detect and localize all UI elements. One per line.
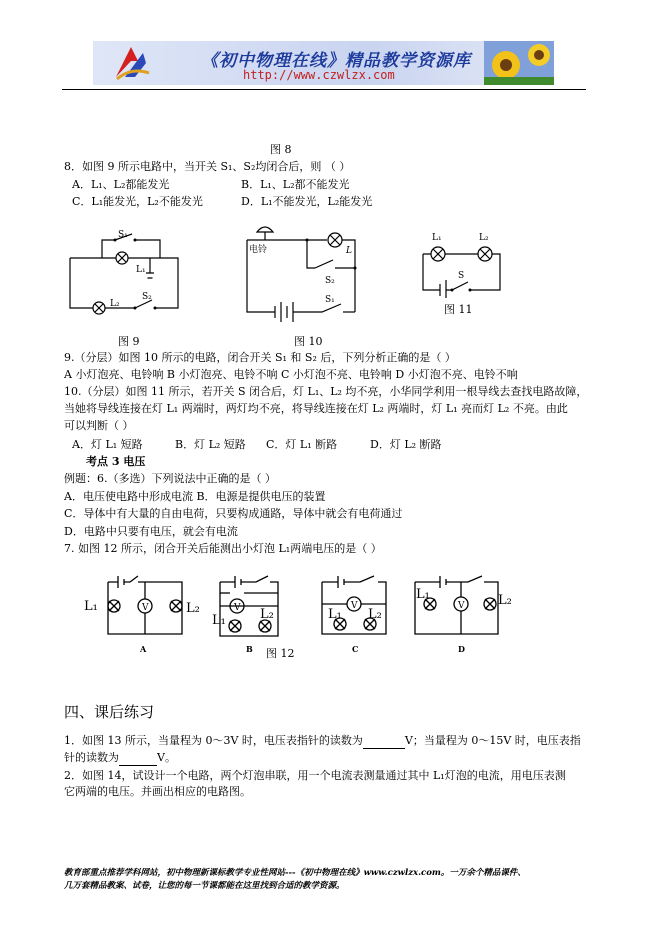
figure-11-circuit — [420, 226, 505, 298]
practice-1-line1 — [64, 734, 581, 749]
practice-2-line1: 2．如图 14，试设计一个电路，两个灯泡串联，用一个电流表测量通过其中 L₁灯泡的电流，用电压表测 — [64, 769, 566, 782]
fig11-s-label: S — [458, 271, 465, 281]
practice-1-text-b: V；当量程为 0～15V 时，电压表指 — [404, 734, 581, 747]
question-10-line2: 当她将导线连接在灯 L₁ 两端时，两灯均不亮，将导线连接在灯 L₂ 两端时，灯 L₁ 亮而灯 L₂ 不亮。由此 — [64, 402, 568, 415]
ex6-option-c: C．导体中有大量的自由电荷，只要构成通路，导体中就会有电荷通过 — [64, 507, 403, 520]
fig11-l1-label: L₁ — [432, 233, 442, 243]
ex6-options-ab: A．电压使电路中形成电流 B．电源是提供电压的装置 — [64, 490, 326, 503]
practice-1-text-d: V。 — [157, 751, 176, 764]
section-4-heading: 四、课后练习 — [64, 703, 155, 721]
fig12-a-l2: L₂ — [186, 601, 200, 616]
q8-option-b: B．L₁、L₂都不能发光 — [241, 178, 350, 191]
question-10-line3: 可以判断（ ） — [64, 419, 134, 432]
fig12-d-l1: L₁ — [416, 587, 430, 602]
fig12-d-voltmeter: V — [458, 601, 465, 611]
fig12-a-voltmeter: V — [142, 603, 149, 613]
q10-option-c: C．灯 L₁ 断路 — [266, 438, 338, 451]
fig10-caption: 图 10 — [294, 335, 323, 348]
q8-option-a: A．L₁、L₂都能发光 — [72, 178, 170, 191]
ex6-option-d: D．电路中只要有电压，就会有电流 — [64, 525, 238, 538]
fig10-s1-label: S₁ — [325, 295, 335, 305]
fig12-caption: 图 12 — [266, 647, 295, 660]
fig8-caption: 图 8 — [270, 143, 292, 156]
q10-option-a: A．灯 L₁ 短路 — [72, 438, 143, 451]
fig12-label-c: C — [352, 644, 359, 654]
fig12-d-l2: L₂ — [498, 593, 512, 608]
fig12-a-l1: L₁ — [84, 599, 98, 614]
header-rule — [62, 89, 586, 90]
practice-1-text-a: 1．如图 13 所示，当量程为 0～3V 时，电压表指针的读数为 — [64, 734, 363, 747]
figure-9-circuit — [60, 228, 185, 328]
fig12-label-d: D — [458, 644, 465, 654]
example-6: 例题：6.（多选）下列说法中正确的是（ ） — [64, 472, 276, 485]
header-banner — [93, 41, 554, 85]
fig12-b-l1: L₁ — [212, 613, 226, 628]
fig9-l1-label: L₁ — [136, 265, 146, 275]
fig10-s2-label: S₂ — [325, 276, 335, 286]
question-8: 8．如图 9 所示电路中，当开关 S₁、S₂均闭合后，则 （ ） — [64, 160, 351, 173]
footer-line-1: 教育部重点推荐学科网站，初中物理新课标教学专业性网站---《初中物理在线》www.czwlzx.com。一万余个精品课件、 — [64, 868, 526, 878]
q8-option-c: C．L₁能发光，L₂不能发光 — [72, 195, 203, 208]
header-url[interactable]: http://www.czwlzx.com — [243, 68, 395, 82]
fig12-c-voltmeter: V — [351, 601, 358, 611]
fig12-label-a: A — [140, 644, 147, 654]
fig9-s2-label: S₂ — [142, 292, 152, 302]
answer-blank-2[interactable] — [119, 751, 157, 766]
question-9: 9.（分层）如图 10 所示的电路，闭合开关 S₁ 和 S₂ 后，下列分析正确的是（ ） — [64, 351, 456, 364]
fig11-caption: 图 11 — [444, 303, 473, 316]
fig9-caption: 图 9 — [118, 335, 140, 348]
question-7: 7. 如图 12 所示，闭合开关后能测出小灯泡 L₁两端电压的是（ ） — [64, 542, 382, 555]
practice-1-text-c: 针的读数为 — [64, 751, 119, 764]
topic-3-heading: 考点 3 电压 — [86, 455, 146, 468]
fig9-s1-label: S₁ — [118, 230, 128, 240]
practice-1-line2 — [64, 751, 176, 766]
site-logo-icon — [111, 43, 151, 83]
fig11-l2-label: L₂ — [479, 233, 489, 243]
fig10-l-label: L — [346, 246, 352, 256]
figure-10-circuit — [237, 220, 362, 325]
fig12-label-b: B — [246, 644, 253, 654]
footer-line-2: 几万套精品教案、试卷，让您的每一节课都能在这里找到合适的教学资源。 — [64, 881, 345, 891]
fig12-c-l2: L₂ — [368, 607, 382, 622]
practice-2-line2: 它两端的电压。并画出相应的电路图。 — [64, 785, 251, 798]
q9-options: A 小灯泡亮、电铃响 B 小灯泡亮、电铃不响 C 小灯泡不亮、电铃响 D 小灯泡不亮、电铃不响 — [64, 368, 518, 381]
fig12-b-l2: L₂ — [260, 607, 274, 622]
q10-option-b: B．灯 L₂ 短路 — [175, 438, 246, 451]
q10-option-d: D．灯 L₂ 断路 — [370, 438, 442, 451]
figure-12-circuits — [80, 566, 540, 656]
header-title: 《初中物理在线》精品教学资源库 — [201, 51, 471, 71]
fig9-l2-label: L₂ — [110, 299, 120, 309]
fig10-bell-label: 电铃 — [249, 245, 268, 255]
answer-blank-1[interactable] — [363, 734, 405, 749]
q8-option-d: D．L₁不能发光，L₂能发光 — [241, 195, 373, 208]
question-10-line1: 10.（分层）如图 11 所示，若开关 S 闭合后，灯 L₁、L₂ 均不亮，小华同学利用一根导线去查找电路故障， — [64, 385, 588, 398]
fig12-b-voltmeter: V — [234, 603, 241, 613]
fig12-c-l1: L₁ — [328, 607, 342, 622]
sunflower-icon — [484, 41, 554, 85]
